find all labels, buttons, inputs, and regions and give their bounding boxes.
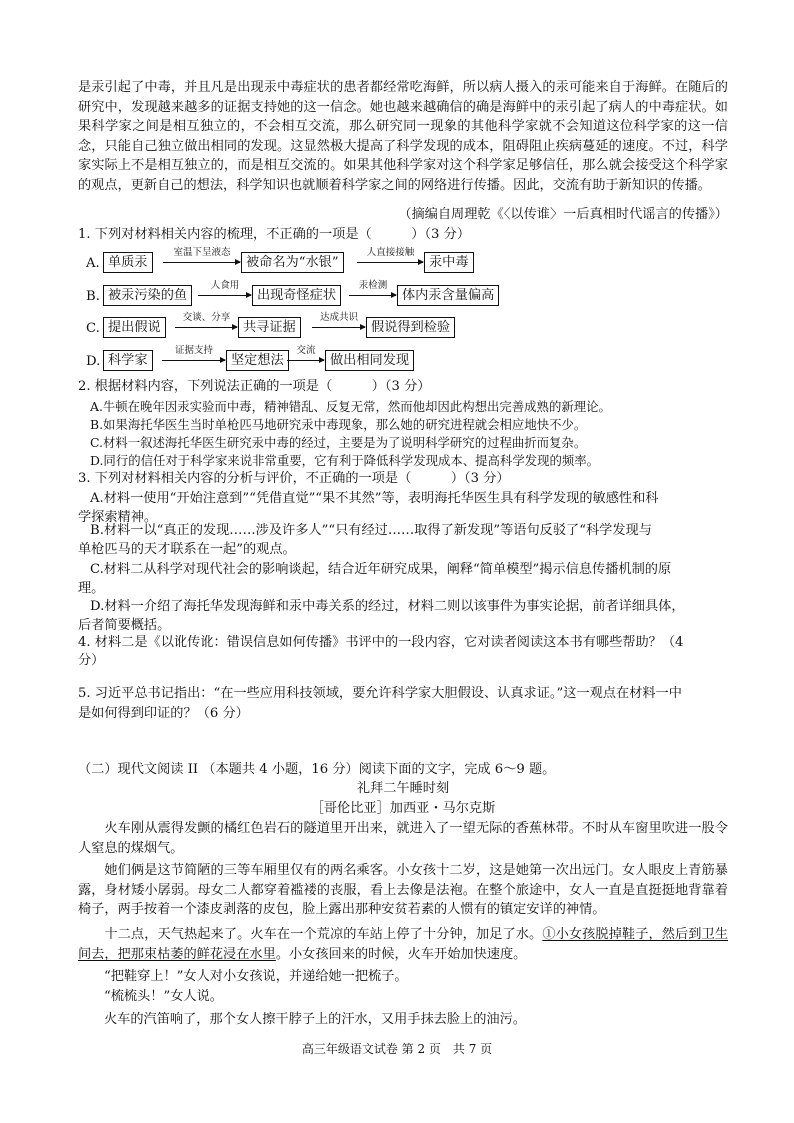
q1-d-arrow-2 xyxy=(287,360,324,361)
q1-a-box-2: 被命名为“水银” xyxy=(241,252,344,273)
q1-a-arrow-1-label: 室温下呈液态 xyxy=(173,247,231,258)
story-paragraph-3-start: 十二点，天气热起来了。火车在一个荒凉的车站上停了十分钟，加足了水。 xyxy=(104,927,543,942)
page-footer: 高三年级语文试卷 第 2 页 共 7 页 xyxy=(301,1042,493,1056)
story-paragraph-5: “梳梳头！”女人说。 xyxy=(104,989,223,1004)
q1-option-a-label: A. xyxy=(86,256,100,271)
q3-option-d-line2: 后者简要概括。 xyxy=(78,618,171,633)
q3-option-b-line1: B.材料一以“真正的发现……涉及许多人”“只有经过……取得了新发现”等语句反驳了“科学发现与 xyxy=(90,523,652,538)
story-paragraph-6: 火车的汽笛响了，那个女人擦干脖子上的汗水，又用手抹去脸上的油污。 xyxy=(104,1012,526,1027)
source-note: （摘编自周理乾《〈以传谁〉一后真相时代谣言的传播》） xyxy=(398,207,728,222)
q1-d-arrow-1 xyxy=(162,360,225,361)
q3-option-a-line1: A.材料一使用“开始注意到”“凭借直觉”“果不其然”等，表明海托华医生具有科学发现的敏感性和科 xyxy=(90,491,659,506)
q1-a-box-3: 汞中毒 xyxy=(424,252,474,273)
story-author: ［哥伦比亚］加西亚・马尔克斯 xyxy=(310,801,496,816)
q1-a-arrow-2-label: 人直接接触 xyxy=(366,247,415,258)
q1-b-arrow-1-label: 人食用 xyxy=(210,280,240,291)
q1-d-box-3: 做出相同发现 xyxy=(325,350,414,371)
q1-c-arrow-1-label: 交谈、分享 xyxy=(182,312,231,323)
q3-option-c-line2: 理。 xyxy=(78,581,105,596)
q1-b-box-1: 被汞污染的鱼 xyxy=(103,285,192,306)
q1-b-box-3: 体内汞含量偏高 xyxy=(397,285,499,306)
q3-option-a-line2: 学探索精神。 xyxy=(78,510,158,525)
q2-option-c: C.材料一叙述海托华医生研究汞中毒的经过，主要是为了说明科学研究的过程曲折而复杂。 xyxy=(90,435,587,450)
q5-line1: 5. 习近平总书记指出：“在一些应用科技领域，要允许科学家大胆假设、认真求证。”这一观点在材料一中 xyxy=(78,686,682,701)
underlined-sentence-1b: 到卫生间去，把那束枯萎的鲜花浸在水里 xyxy=(78,927,729,962)
q1-c-box-2: 共寻证据 xyxy=(238,317,301,338)
intro-paragraph: 是汞引起了中毒，并且凡是出现汞中毒症状的患者都经常吃海鲜，所以病人摄入的汞可能来自于海鲜。在随后的研究中，发现越来越多的证据支持她的这一信念。她也越来越确信的确是海鲜中的汞引起了病人的中毒症状。如果科学家之间是相互独立的，不会相互交流，那么研究同一现象的其他科学家就不会知道这位科学家的这一信念，只能自己独立做出相同的发现。这显然极大提高了科学发现的成本，阻碍阻止疾病蔓延的速度。不过，科学家实际上不是相互独立的，而是相互交流的。如果其他科学家对这个科学家足够信任，那么就会接受这个科学家的观点，更新自己的想法，科学知识也就顺着科学家之间的网络进行传播。因此，交流有助于新知识的传播。 xyxy=(78,80,728,193)
q3-option-d-line1: D.材料一介绍了海托华发现海鲜和汞中毒关系的经过，材料二则以该事件为事实论据，前者详细具体， xyxy=(90,599,685,614)
q1-d-box-2: 坚定想法 xyxy=(226,350,289,371)
q4-line1: 4. 材料二是《以讹传讹：错误信息如何传播》书评中的一段内容，它对读者阅读这本书有哪些帮助？（4 xyxy=(78,635,684,650)
q1-b-arrow-1 xyxy=(198,295,251,296)
q2-option-d: D.同行的信任对于科学家来说非常重要，它有利于降低科学发现成本、提高科学发现的频率。 xyxy=(90,453,600,468)
q1-c-arrow-2-label: 达成共识 xyxy=(319,312,358,323)
q1-d-box-1: 科学家 xyxy=(103,350,153,371)
q1-b-arrow-2 xyxy=(349,295,396,296)
story-paragraph-3 xyxy=(78,925,728,964)
q2-option-b: B.如果海托华医生当时单枪匹马地研究汞中毒现象，那么她的研究进程就会相应地快不少。 xyxy=(90,417,587,432)
q3-option-c-line1: C.材料二从科学对现代社会的影响谈起，结合近年研究成果，阐释“简单模型”揭示信息传播机制的原 xyxy=(90,562,672,577)
q1-a-arrow-2 xyxy=(357,262,423,263)
q1-b-box-2: 出现奇怪症状 xyxy=(252,285,341,306)
q1-c-arrow-2 xyxy=(312,327,365,328)
story-paragraph-1: 火车刚从震得发颤的橘红色岩石的隧道里开出来，就进入了一望无际的香蕉林带。不时从车窗里吹进一股令人窒息的煤烟气。 xyxy=(78,821,728,856)
q2-stem: 2. 根据材料内容，下列说法正确的一项是（ ）（3 分） xyxy=(78,379,431,394)
q1-option-d-label: D. xyxy=(86,354,101,369)
q1-c-box-3: 假说得到检验 xyxy=(366,317,455,338)
story-title: 礼拜二午睡时刻 xyxy=(356,781,450,796)
q5-line2: 是如何得到印证的？（6 分） xyxy=(78,706,249,721)
q1-option-b-label: B. xyxy=(86,289,100,304)
q1-c-box-1: 提出假说 xyxy=(103,317,166,338)
q2-option-a: A.牛顿在晚年因汞实验而中毒，精神错乱、反复无常，然而他却因此构想出完善成熟的新理论。 xyxy=(90,399,611,414)
story-paragraph-2: 她们俩是这节简陋的三等车厢里仅有的两名乘客。小女孩十二岁，这是她第一次出远门。女人眼皮上青筋暴露，身材矮小孱弱。母女二人都穿着褴褛的丧服，看上去像是法袍。在整个旅途中，女人一直是直挺挺地背靠着椅子，两手按着一个漆皮剥落的皮包，脸上露出那种安贫若素的人惯有的镇定安详的神情。 xyxy=(78,863,728,918)
q1-a-box-1: 单质汞 xyxy=(103,252,153,273)
underlined-sentence-1a: ①小女孩脱掉鞋子，然后 xyxy=(542,927,689,942)
q1-stem: 1. 下列对材料相关内容的梳理，不正确的一项是（ ）（3 分） xyxy=(78,227,471,242)
q1-a-arrow-1 xyxy=(163,262,240,263)
story-paragraph-4: “把鞋穿上！”女人对小女孩说，并递给她一把梳子。 xyxy=(104,969,408,984)
q1-option-c-label: C. xyxy=(86,321,100,336)
q3-stem: 3. 下列对材料相关内容的分析与评价，不正确的一项是（ ）（3 分） xyxy=(78,471,510,486)
story-paragraph-3-end: 。小女孩回来的时候，火车开始加快速度。 xyxy=(275,946,527,962)
q1-d-arrow-1-label: 证据支持 xyxy=(174,345,213,356)
q4-line2: 分） xyxy=(78,653,105,668)
section2-heading: （二）现代文阅读 II （本题共 4 小题，16 分）阅读下面的文字，完成 6～9 题。 xyxy=(78,762,556,777)
q3-option-b-line2: 单枪匹马的天才联系在一起”的观点。 xyxy=(78,542,296,557)
q1-d-arrow-2-label: 交流 xyxy=(296,345,316,356)
q1-b-arrow-2-label: 汞检测 xyxy=(358,280,388,291)
q1-c-arrow-1 xyxy=(175,327,237,328)
